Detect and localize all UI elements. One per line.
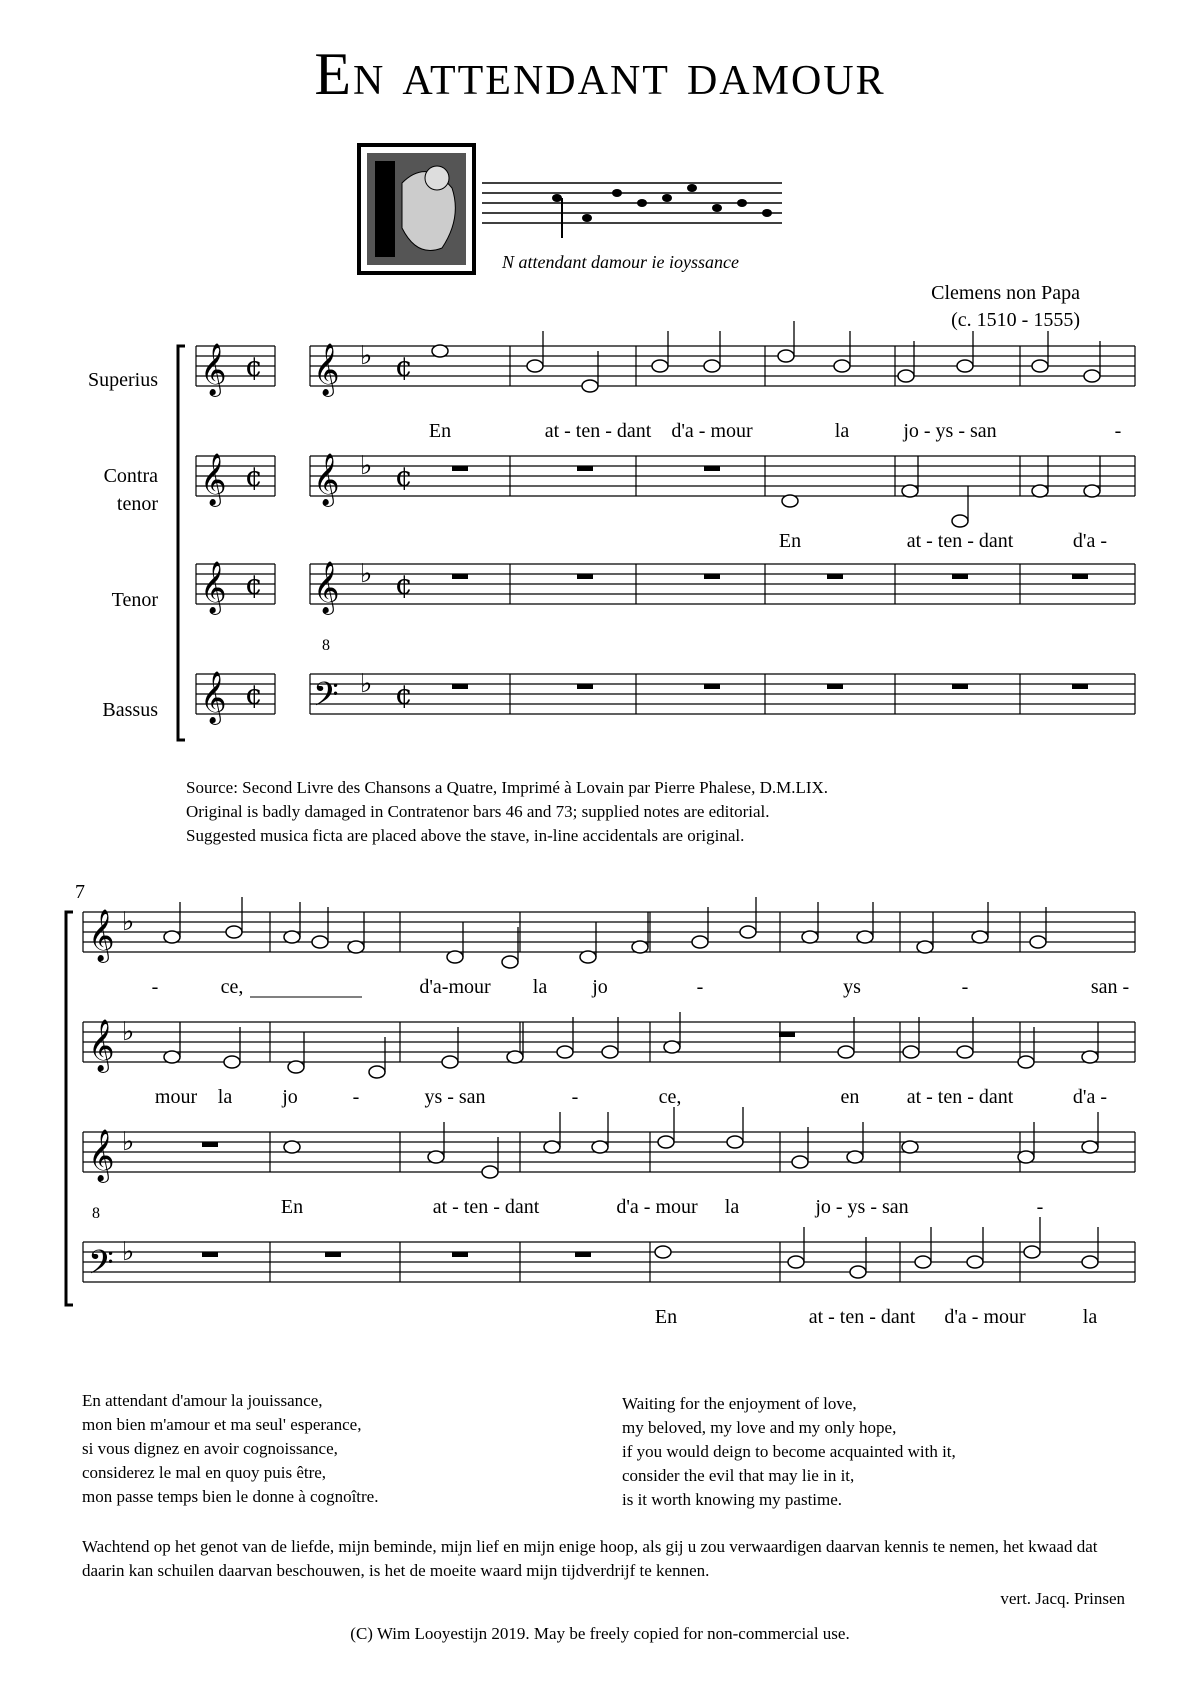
notehead (447, 951, 463, 963)
voice-label-tenor: Tenor (111, 589, 158, 611)
notehead (1018, 1151, 1034, 1163)
notehead (957, 360, 973, 372)
whole-rest (827, 684, 843, 689)
cut-time-sign: ¢ (245, 350, 263, 383)
lyric-syllable: mour (154, 1086, 198, 1108)
tenor-octave-mark: 8 (92, 1205, 100, 1222)
lyric-syllable: at - ten - dant (544, 420, 652, 442)
cut-time-sign: ¢ (245, 568, 263, 601)
whole-rest (952, 574, 968, 579)
notehead (557, 1046, 573, 1058)
clef: 𝄞 (200, 670, 227, 723)
notehead (857, 931, 873, 943)
lyric-syllable: En (654, 1306, 678, 1328)
notehead (1024, 1246, 1040, 1258)
lyric-syllable: at - ten - dant (808, 1306, 916, 1328)
whole-rest (704, 684, 720, 689)
lyric-syllable: la (724, 1196, 740, 1218)
notehead (1032, 485, 1048, 497)
notehead (164, 931, 180, 943)
notehead (902, 485, 918, 497)
notehead (348, 941, 364, 953)
notehead (1032, 360, 1048, 372)
lyric-syllable: at - ten - dant (906, 1086, 1014, 1108)
notehead (1082, 1051, 1098, 1063)
notehead (1018, 1056, 1034, 1068)
key-signature: ♭ (360, 669, 373, 699)
whole-rest (577, 684, 593, 689)
lyric-syllable: jo - ys - san (903, 420, 997, 442)
notehead (952, 515, 968, 527)
notehead (284, 931, 300, 943)
notehead (1084, 485, 1100, 497)
whole-rest (452, 1252, 468, 1257)
composer-name: Clemens non Papa (931, 282, 1080, 304)
lyric-syllable: at - ten - dant (906, 530, 1014, 552)
dutch-translation: Wachtend op het genot van de liefde, mijn beminde, mijn lief en mijn enige hoop, als gij u zou verwaardigen daarvan kennis te nemen, het kwaad dat daarin kan schuilen daarvan beschouwen, is het de moeite waard mijn tijdverdrijf te kennen. (82, 1537, 1098, 1580)
cut-time-sign: ¢ (245, 460, 263, 493)
notehead (1030, 936, 1046, 948)
notehead (284, 1141, 300, 1153)
whole-rest (577, 574, 593, 579)
whole-rest (202, 1252, 218, 1257)
cut-time-sign: ¢ (245, 678, 263, 711)
copyright-notice: (C) Wim Looyestijn 2019. May be freely copied for non-commercial use. (350, 1624, 850, 1643)
cut-time-sign: ¢ (395, 678, 413, 711)
poem-french: En attendant d'amour la jouissance, mon bien m'amour et ma seul' esperance, si vous dignez en avoir cognoissance, considerez le mal en quoy puis être, mon passe temps bien le donne à cognoître. (82, 1391, 379, 1506)
key-signature: ♭ (122, 1017, 135, 1047)
cut-time-sign: ¢ (395, 350, 413, 383)
lyric-syllable: san - (1090, 976, 1130, 998)
notehead (902, 1141, 918, 1153)
notehead (312, 936, 328, 948)
notehead (432, 345, 448, 357)
lyric-syllable: - (151, 976, 159, 998)
whole-rest (1072, 574, 1088, 579)
page-title: En attendant damour (314, 41, 886, 107)
notehead (740, 926, 756, 938)
clef: 𝄞 (88, 1018, 115, 1071)
notehead (580, 951, 596, 963)
whole-rest (452, 466, 468, 471)
notehead (788, 1256, 804, 1268)
lyric-syllable: ce, (220, 976, 244, 998)
notehead (428, 1151, 444, 1163)
voice-label-contratenor: Contra tenor (103, 465, 158, 515)
notehead (582, 380, 598, 392)
notehead (658, 1136, 674, 1148)
notehead (482, 1166, 498, 1178)
system-bracket (66, 912, 73, 1305)
lyric-syllable: d'a - (1072, 1086, 1108, 1108)
notehead (972, 931, 988, 943)
source-notes: Source: Second Livre des Chansons a Quatre, Imprimé à Lovain par Pierre Phalese, D.M.LIX. Original is badly damaged in Contratenor bars 46 and 73; supplied notes are editorial. Suggested musica ficta are placed above the stave, in-line accidentals are original. (186, 778, 829, 845)
notehead (1084, 370, 1100, 382)
lyric-syllable: jo (592, 976, 608, 998)
notehead (915, 1256, 931, 1268)
lyric-syllable: En (778, 530, 802, 552)
notehead (834, 360, 850, 372)
lyric-syllable: - (961, 976, 969, 998)
notehead (602, 1046, 618, 1058)
notehead (507, 1051, 523, 1063)
woodcut-caption: N attendant damour ie ioyssance (502, 252, 739, 272)
notehead (369, 1066, 385, 1078)
notehead (727, 1136, 743, 1148)
whole-rest (575, 1252, 591, 1257)
notehead (838, 1046, 854, 1058)
key-signature: ♭ (360, 341, 373, 371)
clef: 𝄞 (200, 342, 227, 395)
whole-rest (577, 466, 593, 471)
lyric-syllable: ys - san (424, 1086, 486, 1108)
lyric-syllable: en (840, 1086, 860, 1108)
notehead (967, 1256, 983, 1268)
lyric-syllable: ys (843, 976, 861, 998)
cut-time-sign: ¢ (395, 460, 413, 493)
lyric-syllable: la (217, 1086, 233, 1108)
whole-rest (202, 1142, 218, 1147)
notehead (544, 1141, 560, 1153)
lyric-syllable: d'a - (1072, 530, 1108, 552)
lyric-syllable: d'a - mour (616, 1196, 698, 1218)
lyric-syllable: at - ten - dant (432, 1196, 540, 1218)
voice-label-superius: Superius (88, 369, 158, 391)
notehead (704, 360, 720, 372)
lyric-syllable: - (1114, 420, 1122, 442)
lyric-syllable: d'a - mour (944, 1306, 1026, 1328)
lyric-syllable: jo (282, 1086, 298, 1108)
whole-rest (827, 574, 843, 579)
lyric-syllable: En (428, 420, 452, 442)
key-signature: ♭ (122, 1237, 135, 1267)
whole-rest (452, 574, 468, 579)
whole-rest (452, 684, 468, 689)
notehead (957, 1046, 973, 1058)
key-signature: ♭ (360, 451, 373, 481)
notehead (778, 350, 794, 362)
whole-rest (704, 466, 720, 471)
lyric-syllable: - (571, 1086, 579, 1108)
composer-dates: (c. 1510 - 1555) (951, 309, 1080, 331)
clef: 𝄞 (313, 560, 340, 613)
lyric-syllable: jo - ys - san (815, 1196, 909, 1218)
clef: 𝄞 (200, 452, 227, 505)
notehead (226, 926, 242, 938)
notehead (782, 495, 798, 507)
notehead (655, 1246, 671, 1258)
lyric-syllable: - (1036, 1196, 1044, 1218)
notehead (527, 360, 543, 372)
lyric-syllable: - (696, 976, 704, 998)
whole-rest (1072, 684, 1088, 689)
voice-label-bassus: Bassus (102, 699, 158, 721)
whole-rest (952, 684, 968, 689)
lyric-syllable: d'a-mour (419, 976, 491, 998)
notehead (502, 956, 518, 968)
lyric-syllable: la (532, 976, 548, 998)
notehead (1082, 1141, 1098, 1153)
notehead (1082, 1256, 1098, 1268)
notehead (592, 1141, 608, 1153)
lyric-syllable: - (352, 1086, 360, 1108)
translator-credit: vert. Jacq. Prinsen (1000, 1589, 1125, 1608)
lyric-syllable: En (280, 1196, 304, 1218)
clef: 𝄞 (313, 452, 340, 505)
tenor-octave-mark: 8 (322, 637, 330, 654)
notehead (632, 941, 648, 953)
clef: 𝄞 (88, 1128, 115, 1181)
poem-english: Waiting for the enjoyment of love, my beloved, my love and my only hope, if you would deign to become acquainted with it, consider the evil that may lie in it, is it worth knowing my pastime. (622, 1394, 956, 1509)
notehead (164, 1051, 180, 1063)
lyric-syllable: d'a - mour (671, 420, 753, 442)
cut-time-sign: ¢ (395, 568, 413, 601)
clef: 𝄞 (313, 342, 340, 395)
whole-rest (704, 574, 720, 579)
notehead (802, 931, 818, 943)
lyric-syllable: la (1082, 1306, 1098, 1328)
notehead (792, 1156, 808, 1168)
lyric-syllable: la (834, 420, 850, 442)
notehead (224, 1056, 240, 1068)
clef: 𝄞 (200, 560, 227, 613)
clef: 𝄢 (313, 676, 339, 722)
key-signature: ♭ (122, 907, 135, 937)
lyric-syllable: ce, (658, 1086, 682, 1108)
notehead (898, 370, 914, 382)
notehead (917, 941, 933, 953)
system-bracket (178, 346, 185, 740)
notehead (652, 360, 668, 372)
notehead (692, 936, 708, 948)
notehead (442, 1056, 458, 1068)
notehead (850, 1266, 866, 1278)
whole-rest (325, 1252, 341, 1257)
key-signature: ♭ (122, 1127, 135, 1157)
clef: 𝄢 (88, 1244, 114, 1290)
clef: 𝄞 (88, 908, 115, 961)
whole-rest (779, 1032, 795, 1037)
notehead (288, 1061, 304, 1073)
notehead (903, 1046, 919, 1058)
notehead (847, 1151, 863, 1163)
notehead (664, 1041, 680, 1053)
key-signature: ♭ (360, 559, 373, 589)
measure-number: 7 (75, 881, 85, 903)
